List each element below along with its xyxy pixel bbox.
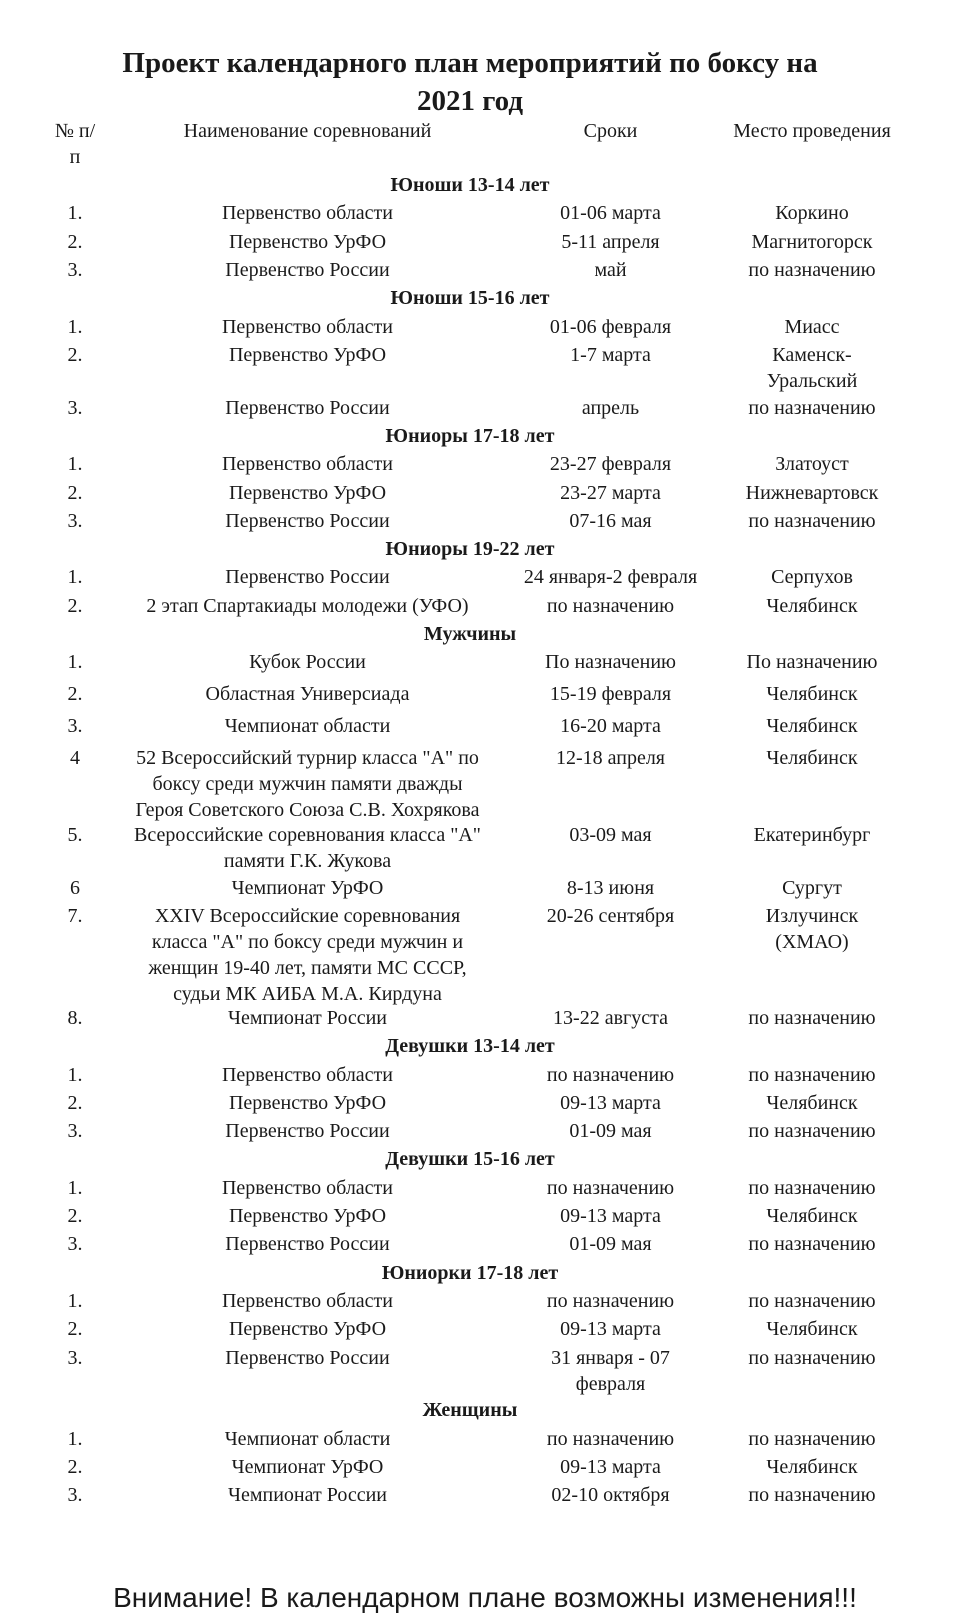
- event-name: Чемпионат УрФО: [231, 1455, 384, 1478]
- group-heading: Юниорки 17-18 лет: [381, 1261, 559, 1284]
- row-number: 1.: [67, 1176, 83, 1199]
- event-name: Первенство УрФО: [228, 1318, 387, 1341]
- event-place: по назначению: [748, 1484, 876, 1507]
- row-number: 2.: [67, 1318, 83, 1341]
- event-name: Чемпионат области: [224, 1427, 391, 1450]
- event-name: Первенство России: [225, 1346, 390, 1369]
- event-place: Златоуст: [775, 453, 849, 476]
- row-number: 3.: [67, 1233, 83, 1256]
- event-name: XXIV Всероссийские соревнования класса "А" по боксу среди мужчин и женщин 19-40 лет, памяти МС СССР, судьи МК АИБА М.А. Кирдуна: [148, 905, 467, 1006]
- event-place: Екатеринбург: [753, 824, 871, 846]
- group-heading: Женщины: [422, 1399, 518, 1422]
- event-dates: 1-7 марта: [570, 343, 651, 366]
- row-number: 3.: [67, 714, 83, 737]
- event-name: Чемпионат России: [227, 1006, 388, 1029]
- event-place: Каменск- Уральский: [766, 343, 858, 392]
- event-dates: 15-19 февраля: [549, 683, 672, 706]
- row-number: 2.: [67, 594, 83, 617]
- event-place: по назначению: [748, 396, 876, 419]
- page-title: [0, 44, 940, 120]
- event-name: Областная Универсиада: [205, 683, 410, 706]
- event-dates: по назначению: [546, 1427, 675, 1450]
- group-heading: Юниоры 17-18 лет: [385, 424, 555, 447]
- event-dates: 8-13 июня: [566, 876, 655, 899]
- event-name: Первенство России: [225, 258, 390, 281]
- event-place: По назначению: [746, 651, 878, 674]
- event-name: Первенство УрФО: [228, 1091, 387, 1114]
- header-place: Место проведения: [733, 120, 891, 142]
- event-name: Чемпионат России: [227, 1484, 388, 1507]
- row-number: 3.: [67, 396, 83, 419]
- row-number: 8.: [67, 1006, 83, 1029]
- event-place: Сургут: [782, 876, 842, 899]
- event-name: Первенство России: [225, 1233, 390, 1256]
- event-dates: 03-09 мая: [569, 824, 652, 846]
- event-name: Первенство области: [221, 315, 393, 338]
- event-dates: 23-27 марта: [560, 481, 661, 504]
- row-number: 1.: [67, 202, 83, 225]
- event-dates: май: [594, 258, 627, 281]
- event-place: по назначению: [748, 1289, 876, 1312]
- row-number: 7.: [67, 905, 83, 928]
- event-name: Первенство области: [221, 1063, 393, 1086]
- event-dates: апрель: [581, 396, 640, 419]
- event-name: Чемпионат УрФО: [231, 876, 384, 899]
- row-number: 1.: [67, 566, 83, 589]
- row-number: 2.: [67, 230, 83, 253]
- event-place: по назначению: [748, 1176, 876, 1199]
- event-name: Первенство УрФО: [228, 230, 387, 253]
- event-dates: 09-13 марта: [560, 1318, 661, 1341]
- row-number: 5.: [67, 824, 83, 846]
- event-place: Нижневартовск: [745, 481, 879, 504]
- event-dates: по назначению: [546, 1176, 675, 1199]
- event-place: по назначению: [748, 1006, 876, 1029]
- row-number: 1.: [67, 1063, 83, 1086]
- row-number: 6: [70, 876, 80, 899]
- event-name: Первенство области: [221, 1289, 393, 1312]
- header-num-line-2: п: [69, 146, 81, 168]
- row-number: 3.: [67, 509, 83, 532]
- event-dates: 31 января - 07 февраля: [551, 1346, 670, 1395]
- group-heading: Мужчины: [423, 623, 517, 645]
- row-number: 3.: [67, 1120, 83, 1143]
- header-dates: Сроки: [583, 120, 638, 142]
- event-name: Чемпионат области: [224, 714, 391, 737]
- event-name: Первенство УрФО: [228, 481, 387, 504]
- header-num: [45, 118, 105, 170]
- event-name: Первенство УрФО: [228, 1205, 387, 1227]
- event-name: Первенство области: [221, 453, 393, 476]
- row-number: 2.: [67, 481, 83, 504]
- event-place: Челябинск: [766, 746, 858, 769]
- event-place: по назначению: [748, 509, 876, 532]
- event-dates: 20-26 сентября: [546, 905, 675, 928]
- event-name: 52 Всероссийский турнир класса "А" по боксу среди мужчин памяти дважды Героя Советского Союза С.В. Хохрякова: [135, 746, 480, 821]
- event-place: по назначению: [748, 1120, 876, 1143]
- event-dates: 09-13 марта: [560, 1091, 661, 1114]
- event-name: Первенство области: [221, 202, 393, 225]
- event-dates: 09-13 марта: [560, 1455, 661, 1478]
- row-number: 1.: [67, 651, 83, 674]
- event-dates: по назначению: [546, 594, 675, 617]
- event-place: Излучинск (ХМАО): [765, 905, 859, 954]
- header-num-line-1: № п/: [54, 120, 96, 142]
- event-place: Коркино: [775, 202, 849, 225]
- event-place: Челябинск: [766, 683, 858, 706]
- title-line-1: Проект календарного план мероприятий по боксу на: [122, 47, 818, 79]
- row-number: 2.: [67, 1091, 83, 1114]
- event-place: по назначению: [748, 1233, 876, 1256]
- event-place: по назначению: [748, 1063, 876, 1086]
- event-name: Первенство России: [225, 566, 390, 589]
- event-dates: по назначению: [546, 1063, 675, 1086]
- event-place: Челябинск: [766, 714, 858, 737]
- header-name: Наименование соревнований: [183, 120, 432, 142]
- row-number: 1.: [67, 315, 83, 338]
- event-dates: 13-22 августа: [553, 1006, 668, 1029]
- event-dates: 01-09 мая: [569, 1233, 652, 1256]
- event-dates: 5-11 апреля: [561, 230, 660, 253]
- event-place: по назначению: [748, 258, 876, 281]
- event-name: Всероссийские соревнования класса "А" памяти Г.К. Жукова: [134, 824, 481, 872]
- event-name: Первенство УрФО: [228, 343, 387, 366]
- row-number: 3.: [67, 1346, 83, 1369]
- event-name: Первенство области: [221, 1176, 393, 1199]
- event-dates: 16-20 марта: [560, 714, 661, 737]
- title-line-2: 2021 год: [416, 85, 524, 117]
- event-place: Магнитогорск: [751, 230, 873, 253]
- event-dates: 01-06 февраля: [549, 315, 672, 338]
- event-place: по назначению: [748, 1346, 876, 1369]
- group-heading: Девушки 15-16 лет: [385, 1148, 555, 1171]
- row-number: 4: [70, 746, 80, 769]
- row-number: 3.: [67, 1484, 83, 1507]
- row-number: 2.: [67, 1205, 83, 1227]
- event-dates: 24 января-2 февраля: [523, 566, 698, 589]
- event-dates: 01-06 марта: [560, 202, 661, 225]
- row-number: 2.: [67, 683, 83, 706]
- row-number: 1.: [67, 453, 83, 476]
- event-place: Челябинск: [766, 594, 858, 617]
- row-number: 3.: [67, 258, 83, 281]
- row-number: 1.: [67, 1427, 83, 1450]
- event-name: Кубок России: [249, 651, 366, 674]
- event-place: Серпухов: [771, 566, 853, 589]
- event-place: Челябинск: [766, 1205, 858, 1227]
- group-heading: Юноши 13-14 лет: [390, 174, 550, 196]
- event-dates: 12-18 апреля: [555, 746, 666, 769]
- event-dates: 23-27 февраля: [549, 453, 672, 476]
- event-dates: 09-13 марта: [560, 1205, 661, 1227]
- event-dates: 07-16 мая: [569, 509, 652, 532]
- event-name: 2 этап Спартакиады молодежи (УФО): [146, 594, 469, 617]
- group-heading: Юниоры 19-22 лет: [385, 538, 555, 561]
- row-number: 2.: [67, 1455, 83, 1478]
- event-place: Челябинск: [766, 1091, 858, 1114]
- event-dates: По назначению: [545, 651, 676, 674]
- event-place: Челябинск: [766, 1318, 858, 1341]
- event-place: Челябинск: [766, 1455, 858, 1478]
- footer-notice: Внимание! В календарном плане возможны изменения!!!: [113, 1582, 857, 1613]
- event-name: Первенство России: [225, 1120, 390, 1143]
- event-name: Первенство России: [225, 396, 390, 419]
- group-heading: Юноши 15-16 лет: [390, 287, 550, 310]
- event-dates: 01-09 мая: [569, 1120, 652, 1143]
- event-dates: 02-10 октября: [551, 1484, 670, 1507]
- group-heading: Девушки 13-14 лет: [385, 1035, 555, 1058]
- event-dates: по назначению: [546, 1289, 675, 1312]
- event-place: Миасс: [784, 315, 840, 338]
- event-place: по назначению: [748, 1427, 876, 1450]
- row-number: 1.: [67, 1289, 83, 1312]
- row-number: 2.: [67, 343, 83, 366]
- event-name: Первенство России: [225, 509, 390, 532]
